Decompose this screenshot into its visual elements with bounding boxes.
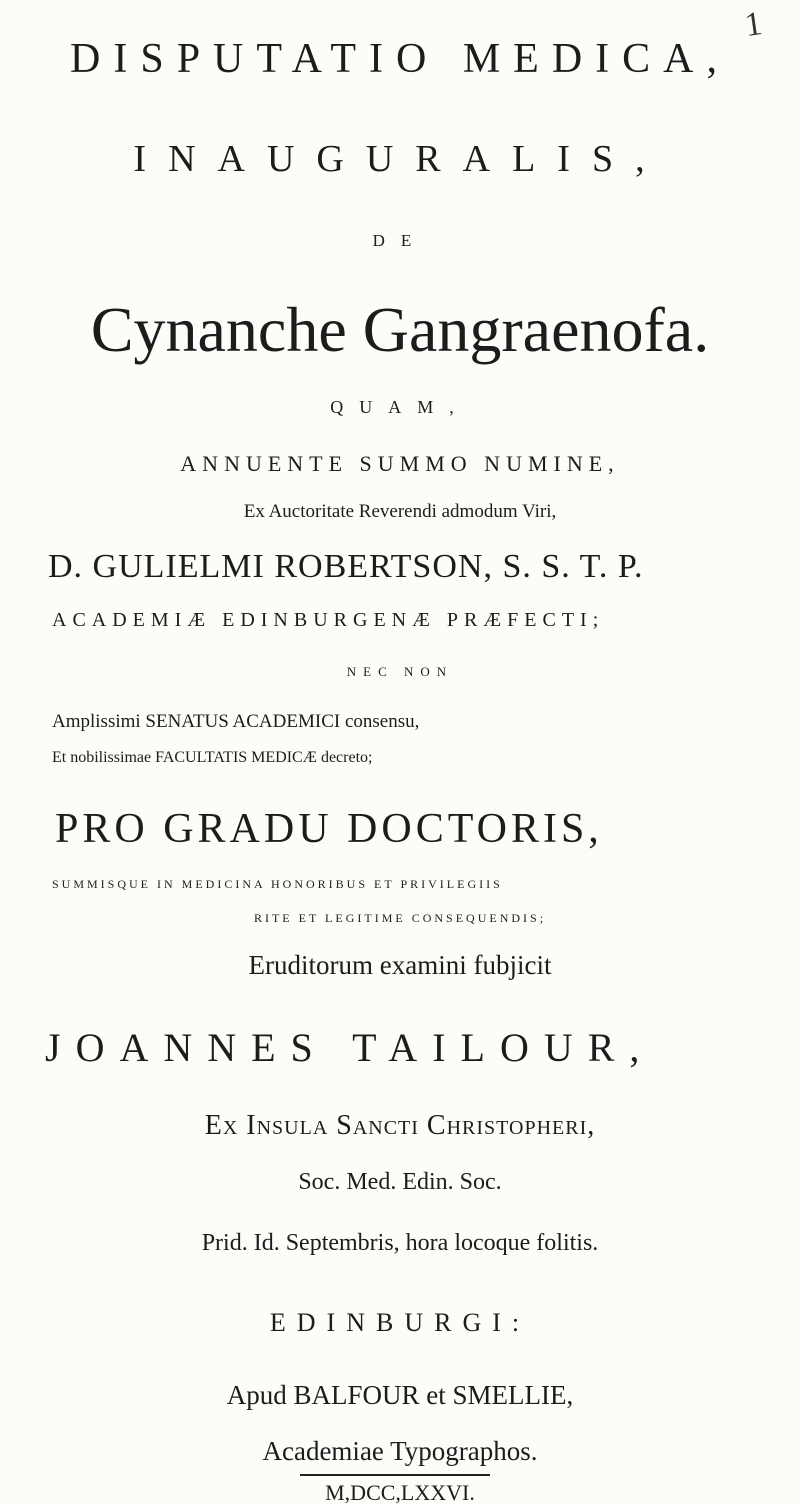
imprint-rule [300,1474,490,1476]
principal-name: D. GULIELMI ROBERTSON, S. S. T. P. [48,548,644,585]
imprint-place: EDINBURGI: [269,1308,531,1337]
heading-de: DE [372,231,428,250]
eruditorum-line: Eruditorum examini fubjicit [248,950,552,980]
heading-disputatio: DISPUTATIO MEDICA, [70,36,730,82]
summisque-line: SUMMISQUE IN MEDICINA HONORIBUS ET PRIVILEGIIS [52,877,503,891]
origin-line: Ex Insula Sancti Christopheri, [204,1110,596,1141]
auctoritate-line: Ex Auctoritate Reverendi admodum Viri, [243,501,557,522]
society-line: Soc. Med. Edin. Soc. [298,1169,502,1195]
annuente-line: ANNUENTE SUMMO NUMINE, [180,451,620,476]
imprint-year: M,DCC,LXXVI. [325,1480,475,1505]
thesis-subject: Cynanche Gangraenofa. [90,294,710,365]
quam-line: QUAM, [330,397,470,417]
academiae-line: ACADEMIÆ EDINBURGENÆ PRÆFECTI; [52,609,605,631]
pro-gradu-line: PRO GRADU DOCTORIS, [55,806,603,852]
senatus-line: Amplissimi SENATUS ACADEMICI consensu, [52,711,420,732]
facultatis-line: Et nobilissimae FACULTATIS MEDICÆ decreto; [52,749,373,766]
nec-non-line: NEC NON [346,664,454,679]
heading-inauguralis: INAUGURALIS, [133,138,667,180]
imprint-printers: Apud BALFOUR et SMELLIE, [226,1380,574,1410]
rite-line: RITE ET LEGITIME CONSEQUENDIS; [253,911,547,925]
author-name: JOANNES TAILOUR, [45,1025,655,1070]
corner-mark: 1 [742,5,765,45]
imprint-role: Academiae Typographos. [262,1436,538,1466]
date-line: Prid. Id. Septembris, hora locoque folitis. [201,1230,599,1256]
